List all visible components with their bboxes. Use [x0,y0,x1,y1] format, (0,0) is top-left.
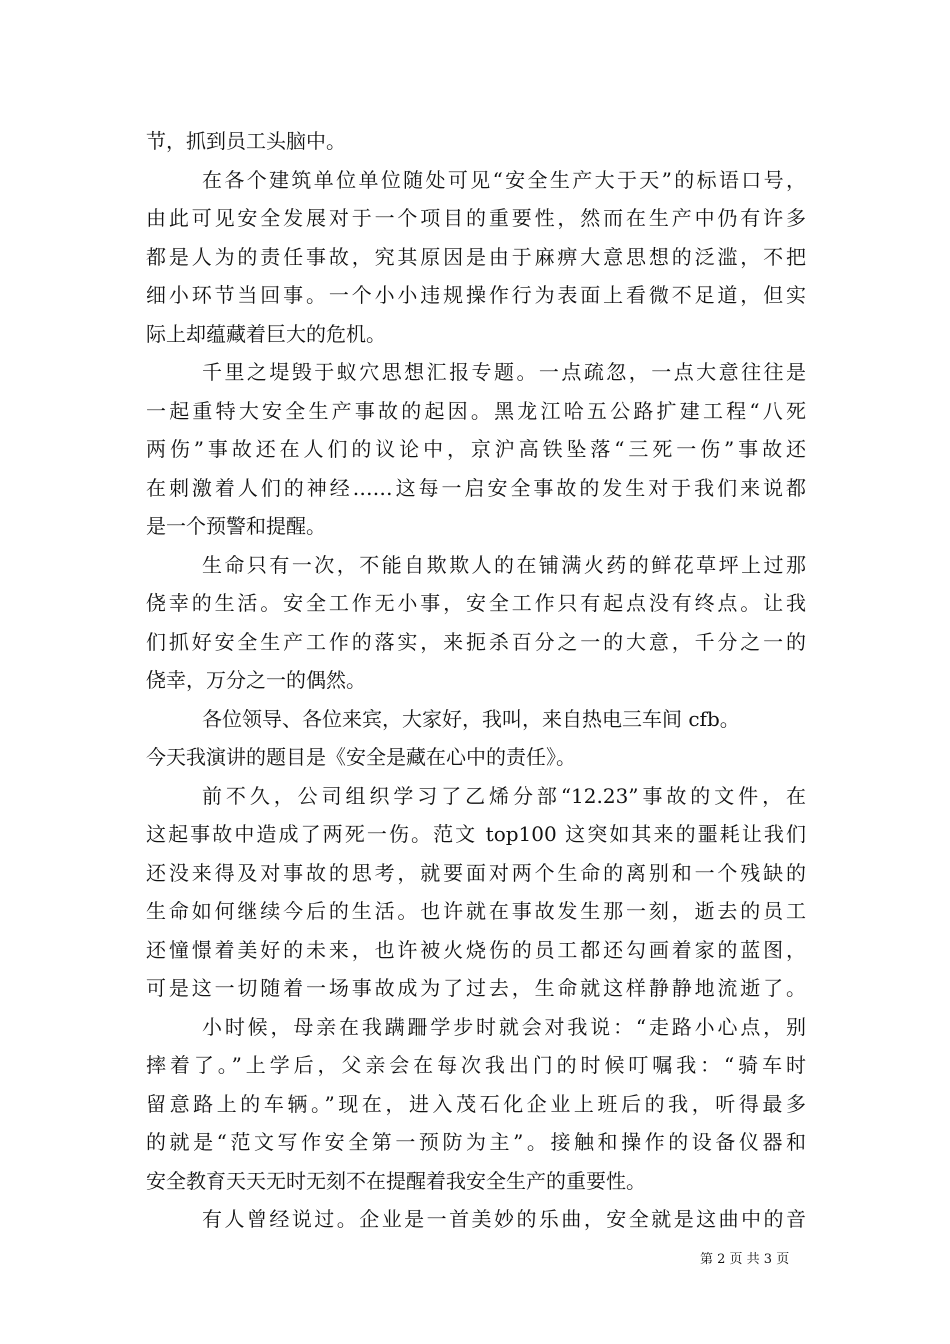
text-line: 今天我演讲的题目是《安全是藏在心中的责任》。 [146,745,576,769]
text-line: 一起重特大安全生产事故的起因。黑龙江哈五公路扩建工程“八死 [146,398,806,423]
text-line: 由此可见安全发展对于一个项目的重要性，然而在生产中仍有许多 [146,206,806,230]
text-line: 各位领导、各位来宾，大家好，我叫，来自热电三车间 cfb。 [202,706,740,731]
page-number: 第 2 页 共 3 页 [700,1252,790,1267]
text-line: 摔着了。”上学后，父亲会在每次我出门的时候叮嘱我：“骑车时 [146,1053,806,1077]
text-line: 小时候，母亲在我蹒跚学步时就会对我说：“走路小心点，别 [202,1014,806,1039]
text-line: 们抓好安全生产工作的落实，来扼杀百分之一的大意，千分之一的 [146,629,806,654]
text-line: 生命只有一次，不能自欺欺人的在铺满火药的鲜花草坪上过那 [202,552,806,577]
text-line: 留意路上的车辆。”现在，进入茂石化企业上班后的我，听得最多 [146,1091,806,1116]
text-line: 侥幸的生活。安全工作无小事，安全工作只有起点没有终点。让我 [146,591,806,615]
text-line: 细小环节当回事。一个小小违规操作行为表面上看微不足道，但实 [146,283,806,307]
text-line: 是一个预警和提醒。 [146,514,326,538]
text-line: 都是人为的责任事故，究其原因是由于麻痹大意思想的泛滥，不把 [146,244,806,269]
text-line: 两伤”事故还在人们的议论中，京沪高铁坠落“三死一伤”事故还 [146,437,806,461]
text-line: 际上却蕴藏着巨大的危机。 [146,321,386,346]
text-line: 还憧憬着美好的未来，也许被火烧伤的员工都还勾画着家的蓝图， [146,937,806,962]
text-line: 前不久，公司组织学习了乙烯分部“12.23”事故的文件，在 [202,783,806,808]
text-line: 在刺激着人们的神经……这每一启安全事故的发生对于我们来说都 [146,475,806,500]
text-line: 侥幸，万分之一的偶然。 [146,668,366,692]
text-line: 节，抓到员工头脑中。 [146,129,346,153]
text-line: 可是这一切随着一场事故成为了过去，生命就这样静静地流逝了。 [146,976,806,1000]
body-text [146,122,806,1239]
text-line: 千里之堤毁于蚁穴思想汇报专题。一点疏忽，一点大意往往是 [202,360,806,384]
text-line: 有人曾经说过。企业是一首美妙的乐曲，安全就是这曲中的音 [202,1207,806,1231]
text-line: 还没来得及对事故的思考，就要面对两个生命的离别和一个残缺的 [146,860,806,885]
text-line: 这起事故中造成了两死一伤。范文 top100 这突如其来的噩耗让我们 [146,822,806,846]
text-line: 在各个建筑单位单位随处可见“安全生产大于天”的标语口号， [202,167,806,192]
text-line: 安全教育天天无时无刻不在提醒着我安全生产的重要性。 [146,1168,646,1193]
text-line: 生命如何继续今后的生活。也许就在事故发生那一刻，逝去的员工 [146,899,806,923]
text-line: 的就是“范文写作安全第一预防为主”。接触和操作的设备仪器和 [146,1130,806,1154]
